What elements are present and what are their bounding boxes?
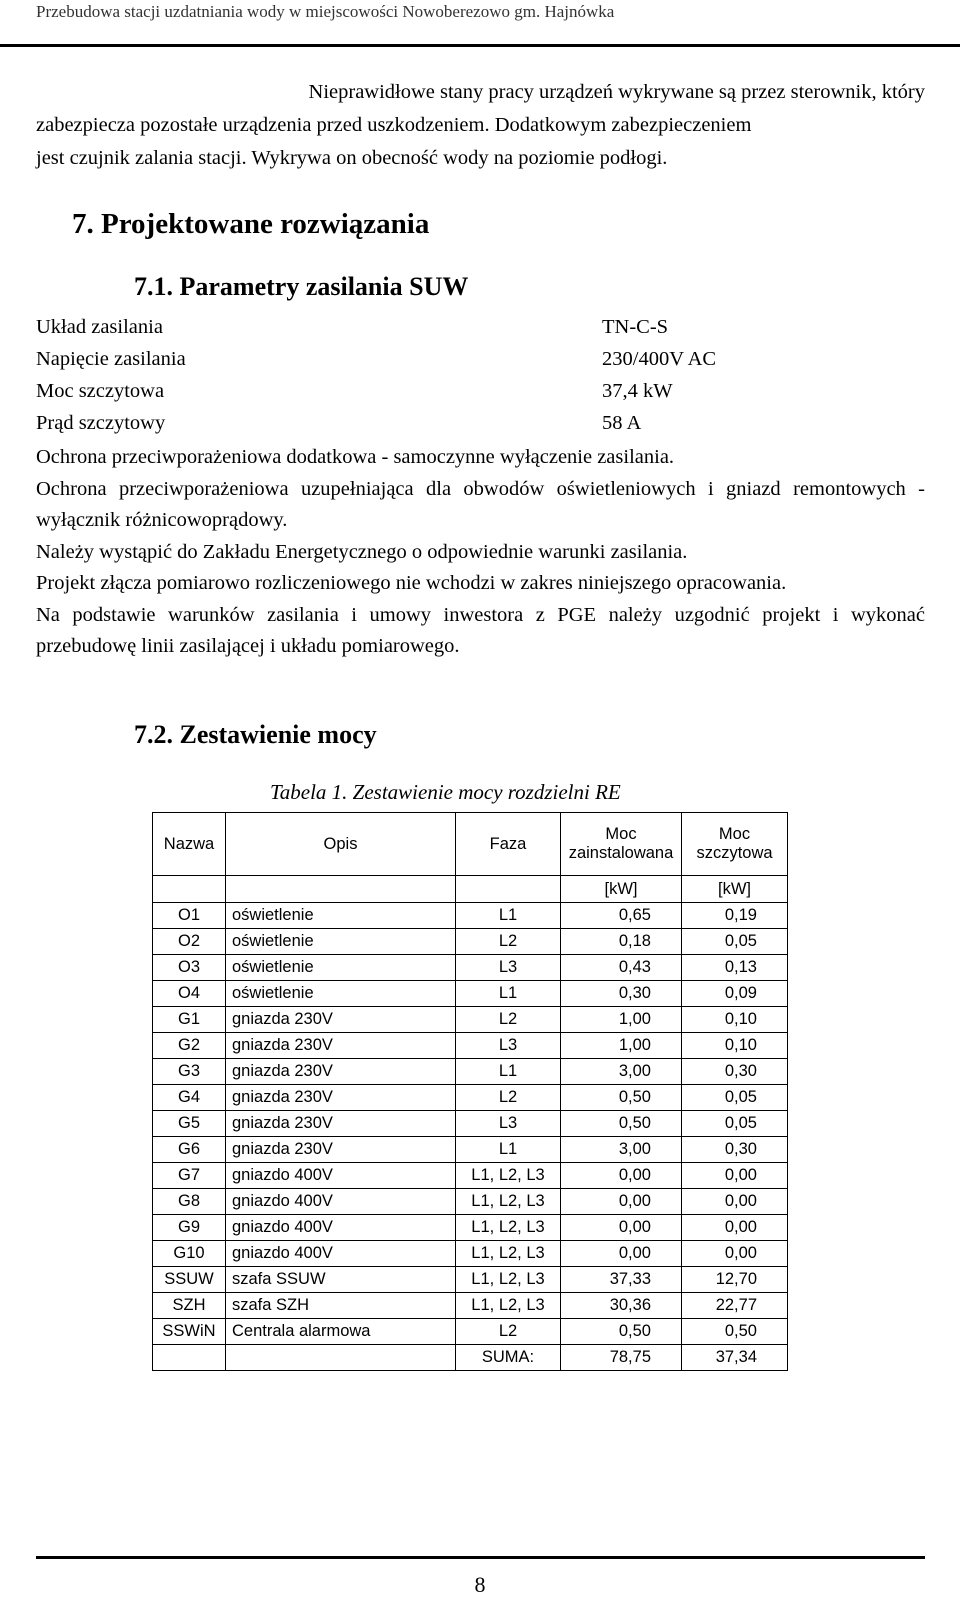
- cell-opis: gniazda 230V: [226, 1059, 456, 1085]
- table-row: [153, 1189, 788, 1215]
- col-header-line: Moc: [718, 825, 751, 843]
- note-paragraph: Na podstawie warunków zasilania i umowy inwestora z PGE należy uzgodnić projekt i wykonać przebudowę linii zasilającej i układu pomiarowego.: [36, 603, 925, 657]
- cell-opis: oświetlenie: [226, 981, 456, 1007]
- section-7-heading: 7. Projektowane rozwiązania: [72, 208, 430, 240]
- cell-opis: gniazdo 400V: [226, 1189, 456, 1215]
- table-unit-row: [153, 876, 788, 903]
- cell-moc-zainstalowana: 0,00: [561, 1163, 682, 1189]
- table-row: [153, 1137, 788, 1163]
- col-header-line: Moc: [605, 825, 637, 843]
- cell-opis: gniazdo 400V: [226, 1215, 456, 1241]
- note-paragraph: Ochrona przeciwporażeniowa uzupełniająca dla obwodów oświetleniowych i gniazd remontowych - wyłącznik różnicowoprądowy.: [36, 477, 925, 531]
- param-label: Napięcie zasilania: [36, 348, 186, 370]
- cell-opis: oświetlenie: [226, 929, 456, 955]
- table-row: [153, 1215, 788, 1241]
- cell-nazwa: G5: [153, 1111, 226, 1137]
- intro-line: zabezpiecza pozostałe urządzenia przed uszkodzeniem. Dodatkowym zabezpieczeniem: [36, 114, 752, 136]
- table-row: [153, 1319, 788, 1345]
- cell-opis: szafa SSUW: [226, 1267, 456, 1293]
- cell-moc-zainstalowana: 37,33: [561, 1267, 682, 1293]
- cell-faza: L1, L2, L3: [456, 1215, 561, 1241]
- table-row: [153, 903, 788, 929]
- table-row: [153, 1007, 788, 1033]
- cell-moc-zainstalowana: 0,00: [561, 1241, 682, 1267]
- power-table: [152, 812, 788, 1371]
- cell-faza: L3: [456, 1111, 561, 1137]
- intro-paragraph: [36, 76, 925, 175]
- cell-moc-szczytowa: 0,05: [682, 929, 788, 955]
- cell-faza: L1: [456, 903, 561, 929]
- cell-nazwa: O3: [153, 955, 226, 981]
- cell-opis: gniazda 230V: [226, 1111, 456, 1137]
- cell-moc-szczytowa: 0,00: [682, 1215, 788, 1241]
- cell-moc-zainstalowana: 0,00: [561, 1215, 682, 1241]
- cell-faza: L1, L2, L3: [456, 1293, 561, 1319]
- cell-nazwa: O2: [153, 929, 226, 955]
- note-paragraph: Projekt złącza pomiarowo rozliczeniowego nie wchodzi w zakres niniejszego opracowania.: [36, 572, 787, 594]
- table-row: [153, 1059, 788, 1085]
- cell-faza: L1, L2, L3: [456, 1241, 561, 1267]
- power-notes: [36, 442, 925, 663]
- cell-moc-zainstalowana: 30,36: [561, 1293, 682, 1319]
- col-header-moc-szczytowa: [682, 813, 788, 876]
- cell-moc-zainstalowana: 1,00: [561, 1033, 682, 1059]
- cell-faza: L2: [456, 929, 561, 955]
- table-body: [153, 903, 788, 1345]
- cell-nazwa: G2: [153, 1033, 226, 1059]
- table-sum-row: [153, 1345, 788, 1371]
- cell-nazwa: SZH: [153, 1293, 226, 1319]
- section-7-1-heading: 7.1. Parametry zasilania SUW: [134, 272, 469, 301]
- cell-faza: L2: [456, 1007, 561, 1033]
- table-row: [153, 1085, 788, 1111]
- cell-nazwa: G4: [153, 1085, 226, 1111]
- note-paragraph: Ochrona przeciwporażeniowa dodatkowa - samoczynne wyłączenie zasilania.: [36, 446, 675, 468]
- cell-faza: L1: [456, 981, 561, 1007]
- cell-moc-szczytowa: 0,13: [682, 955, 788, 981]
- cell-faza: L1: [456, 1137, 561, 1163]
- cell-moc-szczytowa: 0,10: [682, 1007, 788, 1033]
- cell-opis: oświetlenie: [226, 955, 456, 981]
- table-row: [153, 1267, 788, 1293]
- cell-nazwa: SSUW: [153, 1267, 226, 1293]
- cell-moc-szczytowa: 0,05: [682, 1111, 788, 1137]
- cell-opis: gniazda 230V: [226, 1085, 456, 1111]
- cell-moc-szczytowa: 0,10: [682, 1033, 788, 1059]
- cell-moc-zainstalowana: 0,50: [561, 1319, 682, 1345]
- cell-moc-zainstalowana: 0,43: [561, 955, 682, 981]
- sum-moc-szczytowa: 37,34: [682, 1345, 788, 1371]
- table-row: [153, 1163, 788, 1189]
- col-header-moc-zainstalowana: [561, 813, 682, 876]
- table-row: [153, 929, 788, 955]
- unit-cell: [kW]: [561, 876, 682, 903]
- cell-moc-szczytowa: 0,00: [682, 1163, 788, 1189]
- param-label: Moc szczytowa: [36, 380, 165, 402]
- table-row: [153, 1111, 788, 1137]
- cell-moc-zainstalowana: 0,18: [561, 929, 682, 955]
- intro-line: Nieprawidłowe stany pracy urządzeń wykrywane są przez sterownik, który: [308, 81, 925, 103]
- cell-nazwa: G10: [153, 1241, 226, 1267]
- cell-moc-zainstalowana: 0,50: [561, 1085, 682, 1111]
- param-value: TN-C-S: [602, 316, 669, 338]
- cell-opis: gniazdo 400V: [226, 1163, 456, 1189]
- cell-faza: L2: [456, 1319, 561, 1345]
- col-header-line: zainstalowana: [568, 844, 674, 862]
- cell-opis: oświetlenie: [226, 903, 456, 929]
- col-header-faza: Faza: [456, 813, 561, 876]
- section-7-2-heading: 7.2. Zestawienie mocy: [134, 720, 377, 749]
- cell-nazwa: O1: [153, 903, 226, 929]
- cell-nazwa: SSWiN: [153, 1319, 226, 1345]
- cell-nazwa: G6: [153, 1137, 226, 1163]
- cell-opis: gniazda 230V: [226, 1007, 456, 1033]
- sum-moc-zainstalowana: 78,75: [561, 1345, 682, 1371]
- param-label: Prąd szczytowy: [36, 412, 166, 434]
- table-row: [153, 955, 788, 981]
- note-paragraph: Należy wystąpić do Zakładu Energetycznego o odpowiednie warunki zasilania.: [36, 540, 688, 563]
- cell-moc-szczytowa: 0,30: [682, 1059, 788, 1085]
- cell-nazwa: G3: [153, 1059, 226, 1085]
- cell-moc-zainstalowana: 0,50: [561, 1111, 682, 1137]
- cell-opis: szafa SZH: [226, 1293, 456, 1319]
- cell-nazwa: G8: [153, 1189, 226, 1215]
- cell-nazwa: G9: [153, 1215, 226, 1241]
- cell-moc-szczytowa: 0,30: [682, 1137, 788, 1163]
- cell-moc-zainstalowana: 0,00: [561, 1189, 682, 1215]
- cell-moc-szczytowa: 0,00: [682, 1241, 788, 1267]
- cell-faza: L2: [456, 1085, 561, 1111]
- table-header-row: [153, 813, 788, 876]
- cell-nazwa: G1: [153, 1007, 226, 1033]
- header-divider: [0, 44, 960, 47]
- param-value: 58 A: [602, 412, 642, 434]
- cell-moc-szczytowa: 0,50: [682, 1319, 788, 1345]
- unit-cell: [kW]: [682, 876, 788, 903]
- cell-nazwa: G7: [153, 1163, 226, 1189]
- col-header-opis: Opis: [226, 813, 456, 876]
- table-row: [153, 981, 788, 1007]
- cell-faza: L1, L2, L3: [456, 1163, 561, 1189]
- footer-divider: [36, 1556, 925, 1559]
- cell-opis: Centrala alarmowa: [226, 1319, 456, 1345]
- page-number: 8: [474, 1572, 486, 1597]
- cell-moc-szczytowa: 12,70: [682, 1267, 788, 1293]
- cell-moc-szczytowa: 0,19: [682, 903, 788, 929]
- cell-moc-szczytowa: 22,77: [682, 1293, 788, 1319]
- table-row: [153, 1293, 788, 1319]
- cell-moc-zainstalowana: 3,00: [561, 1059, 682, 1085]
- cell-moc-szczytowa: 0,05: [682, 1085, 788, 1111]
- param-value: 37,4 kW: [602, 380, 673, 402]
- cell-faza: L3: [456, 1033, 561, 1059]
- table-caption: Tabela 1. Zestawienie mocy rozdzielni RE: [270, 780, 621, 804]
- cell-nazwa: O4: [153, 981, 226, 1007]
- cell-faza: L1, L2, L3: [456, 1267, 561, 1293]
- cell-moc-zainstalowana: 0,30: [561, 981, 682, 1007]
- intro-line: jest czujnik zalania stacji. Wykrywa on obecność wody na poziomie podłogi.: [36, 147, 668, 169]
- cell-opis: gniazda 230V: [226, 1033, 456, 1059]
- cell-faza: L1: [456, 1059, 561, 1085]
- cell-faza: L1, L2, L3: [456, 1189, 561, 1215]
- cell-moc-zainstalowana: 0,65: [561, 903, 682, 929]
- table-row: [153, 1241, 788, 1267]
- cell-opis: gniazda 230V: [226, 1137, 456, 1163]
- param-value: 230/400V AC: [602, 348, 717, 370]
- cell-faza: L3: [456, 955, 561, 981]
- cell-moc-zainstalowana: 1,00: [561, 1007, 682, 1033]
- table-row: [153, 1033, 788, 1059]
- running-header: Przebudowa stacji uzdatniania wody w miejscowości Nowoberezowo gm. Hajnówka: [36, 2, 615, 21]
- cell-moc-szczytowa: 0,00: [682, 1189, 788, 1215]
- col-header-nazwa: Nazwa: [153, 813, 226, 876]
- param-label: Układ zasilania: [36, 316, 163, 338]
- cell-moc-szczytowa: 0,09: [682, 981, 788, 1007]
- cell-opis: gniazdo 400V: [226, 1241, 456, 1267]
- sum-label: SUMA:: [456, 1345, 561, 1371]
- col-header-line: szczytowa: [696, 844, 773, 862]
- cell-moc-zainstalowana: 3,00: [561, 1137, 682, 1163]
